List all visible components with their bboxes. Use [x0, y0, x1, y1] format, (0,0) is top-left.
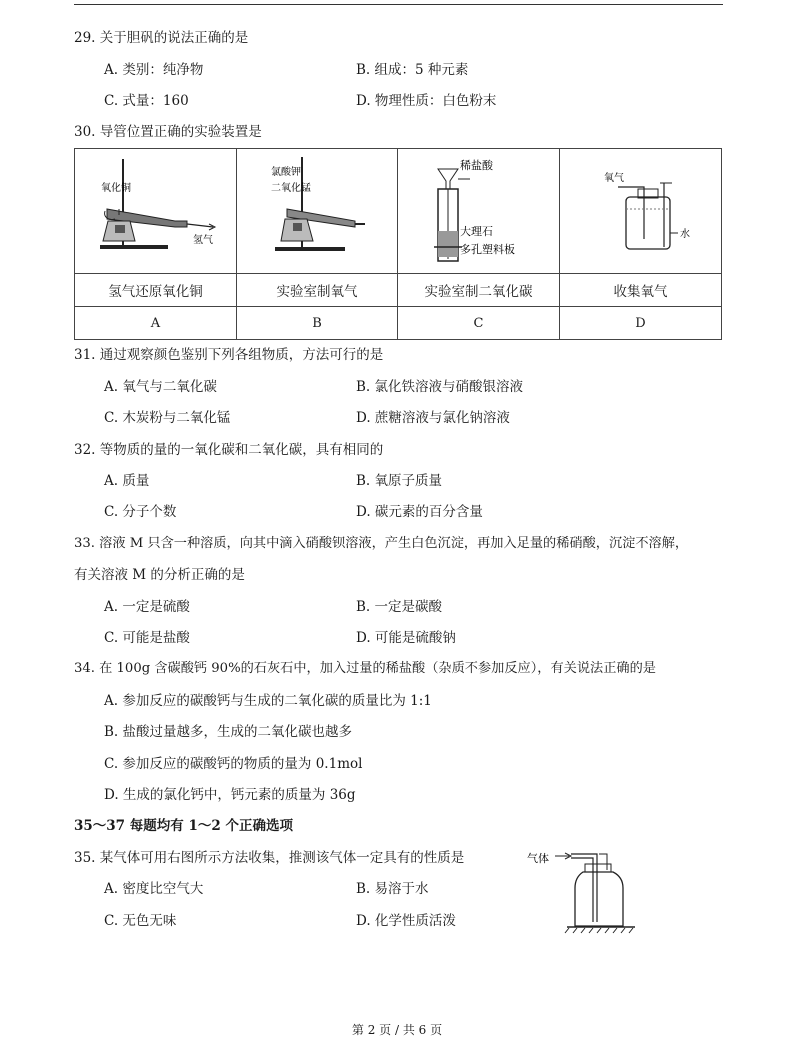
apparatus-table — [74, 148, 722, 340]
apparatus-b-figure — [237, 149, 398, 274]
gas-collection-figure — [525, 842, 645, 934]
label-marble: 大理石 — [460, 225, 493, 238]
oxygen-preparation-diagram — [237, 149, 398, 273]
q33-option-c: C. 可能是盐酸 — [104, 630, 190, 646]
q31-stem: 31. 通过观察颜色鉴别下列各组物质，方法可行的是 — [74, 347, 384, 363]
apparatus-c-name: 实验室制二氧化碳 — [398, 274, 560, 307]
q34-option-c: C. 参加反应的碳酸钙的物质的量为 0.1mol — [104, 756, 363, 772]
q34-option-b: B. 盐酸过量越多，生成的二氧化碳也越多 — [104, 724, 353, 740]
apparatus-d-figure — [560, 149, 722, 274]
apparatus-b-letter: B — [237, 307, 398, 340]
apparatus-a-letter: A — [75, 307, 237, 340]
apparatus-d-letter: D — [560, 307, 722, 340]
apparatus-a-name: 氢气还原氧化铜 — [75, 274, 237, 307]
apparatus-b-name: 实验室制氧气 — [237, 274, 398, 307]
q34-option-a: A. 参加反应的碳酸钙与生成的二氧化碳的质量比为 1:1 — [104, 693, 432, 709]
apparatus-d-name: 收集氧气 — [560, 274, 722, 307]
q35-option-c: C. 无色无味 — [104, 913, 177, 929]
q30-stem: 30. 导管位置正确的实验装置是 — [74, 124, 262, 140]
q32-option-d: D. 碳元素的百分含量 — [356, 504, 483, 520]
q29-option-a: A. 类别：纯净物 — [104, 62, 204, 78]
apparatus-a-figure — [75, 149, 237, 274]
q33-option-a: A. 一定是硫酸 — [104, 599, 190, 615]
apparatus-c-figure — [398, 149, 560, 274]
q32-option-a: A. 质量 — [104, 473, 150, 489]
label-potassium-chlorate: 氯酸钾 — [271, 167, 301, 178]
q35-stem: 35. 某气体可用右图所示方法收集，推测该气体一定具有的性质是 — [74, 850, 465, 866]
label-oxygen: 氧气 — [604, 173, 624, 184]
q35-option-b: B. 易溶于水 — [356, 881, 429, 897]
label-gas: 气体 — [527, 852, 549, 865]
q32-option-c: C. 分子个数 — [104, 504, 177, 520]
q29-option-b: B. 组成：5 种元素 — [356, 62, 469, 78]
header-rule — [74, 4, 723, 5]
label-hydrogen: 氢气 — [193, 235, 213, 246]
q35-option-a: A. 密度比空气大 — [104, 881, 204, 897]
q32-stem: 32. 等物质的量的一氧化碳和二氧化碳，具有相同的 — [74, 442, 384, 458]
carbon-dioxide-diagram — [398, 149, 560, 273]
q34-stem: 34. 在 100g 含碳酸钙 90%的石灰石中，加入过量的稀盐酸（杂质不参加反应），有关说法正确的是 — [74, 661, 656, 676]
q33-option-d: D. 可能是硫酸钠 — [356, 630, 456, 646]
label-dilute-hcl: 稀盐酸 — [460, 159, 493, 172]
q29-stem: 29. 关于胆矾的说法正确的是 — [74, 30, 249, 46]
q31-option-a: A. 氧气与二氧化碳 — [104, 379, 217, 395]
q31-option-c: C. 木炭粉与二氧化锰 — [104, 410, 231, 426]
q29-option-c: C. 式量：160 — [104, 93, 189, 109]
q33-stem-line2: 有关溶液 M 的分析正确的是 — [74, 567, 245, 583]
q34-option-d: D. 生成的氯化钙中，钙元素的质量为 36g — [104, 787, 356, 803]
label-porous-plate: 多孔塑料板 — [460, 243, 515, 256]
q33-stem-line1: 33. 溶液 M 只含一种溶质，向其中滴入硝酸钡溶液，产生白色沉淀，再加入足量的稀硝酸，沉淀不溶解， — [74, 536, 689, 551]
section-heading: 35～37 每题均有 1～2 个正确选项 — [74, 818, 293, 834]
label-copper-oxide: 氧化铜 — [101, 183, 131, 194]
apparatus-c-letter: C — [398, 307, 560, 340]
hydrogen-reduction-diagram — [75, 149, 237, 273]
label-manganese-dioxide: 二氧化锰 — [271, 183, 311, 194]
q33-option-b: B. 一定是碳酸 — [356, 599, 443, 615]
q29-option-d: D. 物理性质：白色粉末 — [356, 93, 497, 109]
label-water: 水 — [680, 229, 690, 240]
q31-option-d: D. 蔗糖溶液与氯化钠溶液 — [356, 410, 510, 426]
q32-option-b: B. 氧原子质量 — [356, 473, 443, 489]
oxygen-collection-diagram — [560, 149, 722, 273]
q31-option-b: B. 氯化铁溶液与硝酸银溶液 — [356, 379, 524, 395]
q35-option-d: D. 化学性质活泼 — [356, 913, 456, 929]
page-footer: 第 2 页 / 共 6 页 — [351, 1023, 443, 1037]
